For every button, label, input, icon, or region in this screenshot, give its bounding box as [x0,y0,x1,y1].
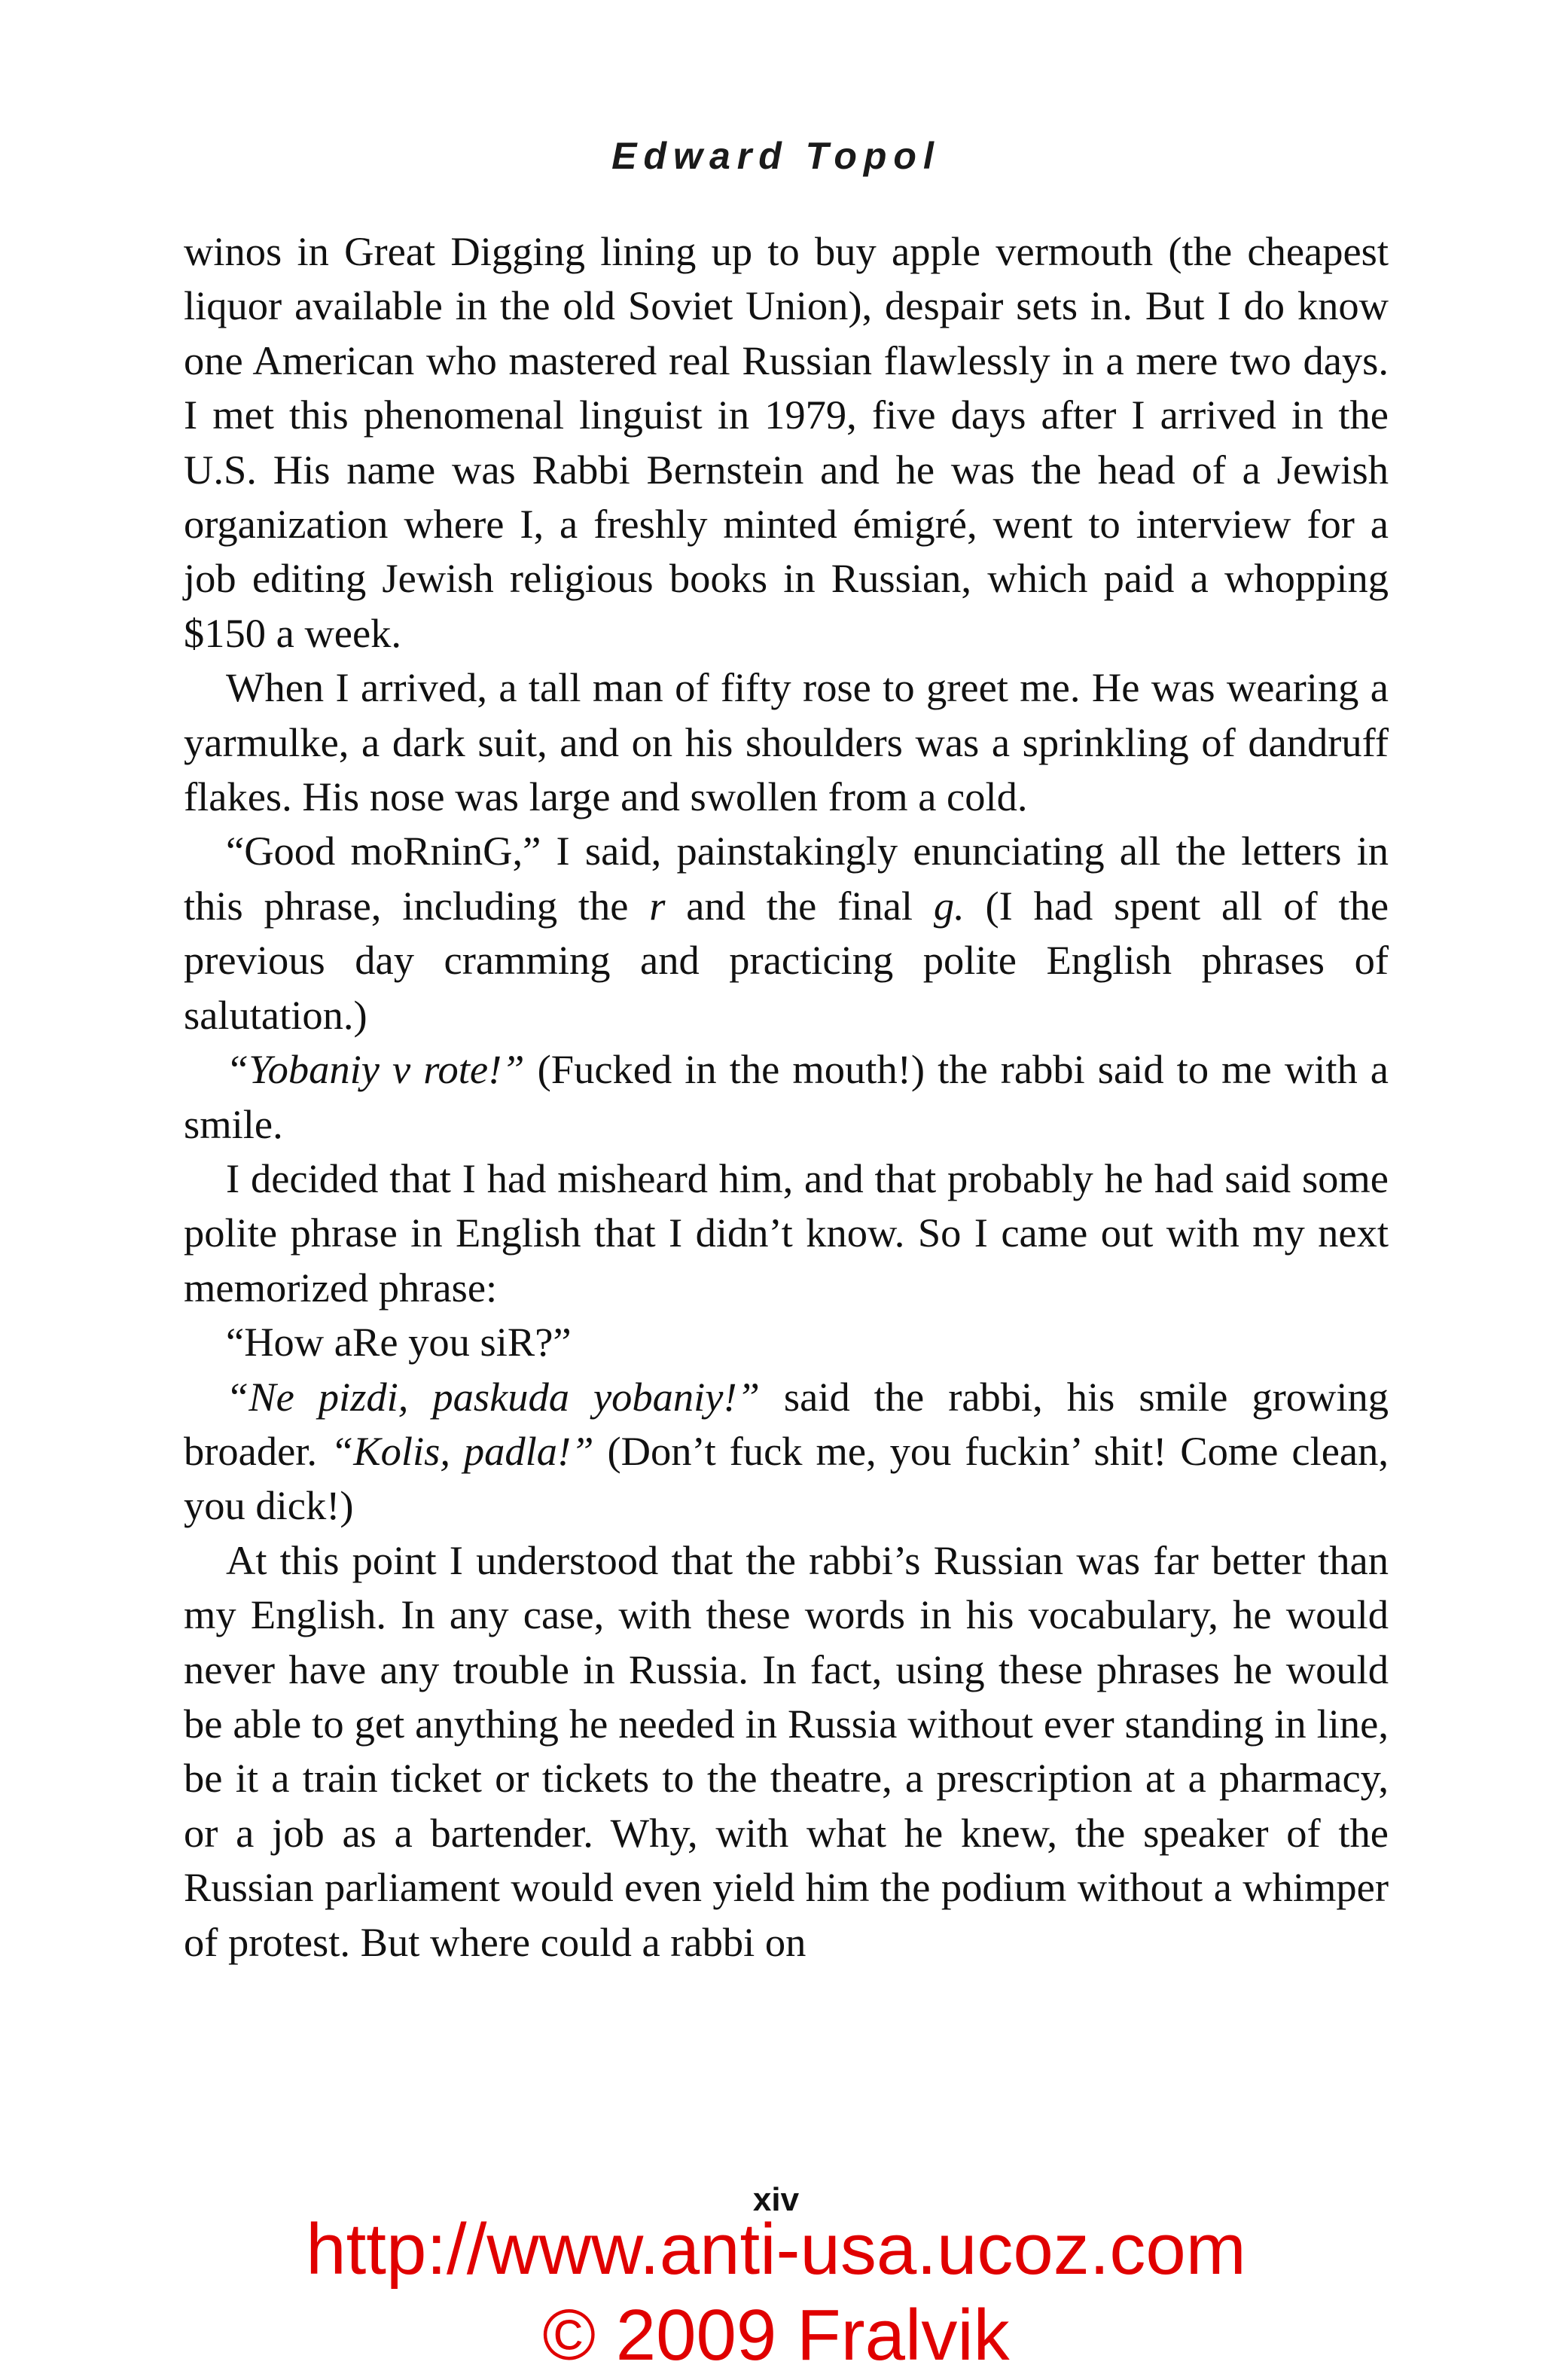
text-segment: (Don’t fuck me, you fuckin’ shit! Come clean, you dick!) [184,1427,1389,1529]
text-segment: At this point I understood that the rabbi’s Russian was far better than my English. In any case, with these words in his vocabulary, he would never have any trouble in Russia. In fact, using these phrases he would be able to get anything he needed in Russia without ever standing in line, be it a train ticket or tickets to the theatre, a prescription at a pharmacy, or a job as a bartender. Why, with what he knew, the speaker of the Russian parliament would even yield him the podium without a whimper of protest. But where could a rabbi on [184,1536,1389,1965]
text-segment: I decided that I had misheard him, and that probably he had said some polite phrase in English that I didn’t know. So I came out with my next memorized phrase: [184,1155,1389,1311]
italic-letter-g: g. [933,882,965,929]
watermark-url: http://www.anti-usa.ucoz.com [306,2209,1246,2290]
body-text [184,224,1389,1970]
text-segment: “Good moRninG,” I said, painstakingly enunciating all the letters in this phrase, including the [184,828,1389,929]
text-segment: and the final [665,882,934,929]
paragraph-2 [184,661,1389,824]
text-segment: winos in Great Digging lining up to buy apple vermouth (the cheapest liquor available in the old Soviet Union), despair sets in. But I do know one American who mastered real Russian flawlessly in a mere two days. I met this phenomenal linguist in 1979, five days after I arrived in the U.S. His name was Rabbi Bernstein and he was the head of a Jewish organization where I, a freshly minted émigré, went to interview for a job editing Jewish religious books in Russian, which paid a whopping $150 a week. [184,228,1389,656]
text-segment: (Fucked in the mouth!) the rabbi said to me with a smile. [184,1046,1389,1147]
paragraph-7 [184,1370,1389,1533]
running-head: Edward Topol [611,135,941,177]
paragraph-6 [184,1315,1389,1369]
text-segment: “How aRe you siR?” [226,1319,572,1365]
text-segment: said the rabbi, his smile growing broader. [184,1373,1389,1474]
italic-letter-r: r [649,882,666,929]
paragraph-1 [184,224,1389,661]
paragraph-4 [184,1042,1389,1152]
russian-phrase: “Kolis, padla!” [330,1427,594,1474]
paragraph-3 [184,824,1389,1042]
russian-phrase: “Ne pizdi, paskuda yobaniy!” [226,1373,760,1420]
paragraph-8 [184,1533,1389,1970]
paragraph-5 [184,1152,1389,1315]
watermark-copyright: © 2009 Fralvik [542,2295,1010,2375]
page-number: xiv [752,2181,800,2218]
text-segment: When I arrived, a tall man of fifty rose to greet me. He was wearing a yarmulke, a dark suit, and on his shoulders was a sprinkling of dandruff flakes. His nose was large and swollen from a cold. [184,664,1389,820]
text-segment: (I had spent all of the previous day cramming and practicing polite English phrases of salutation.) [184,882,1389,1038]
russian-phrase: “Yobaniy v rote!” [226,1046,525,1093]
